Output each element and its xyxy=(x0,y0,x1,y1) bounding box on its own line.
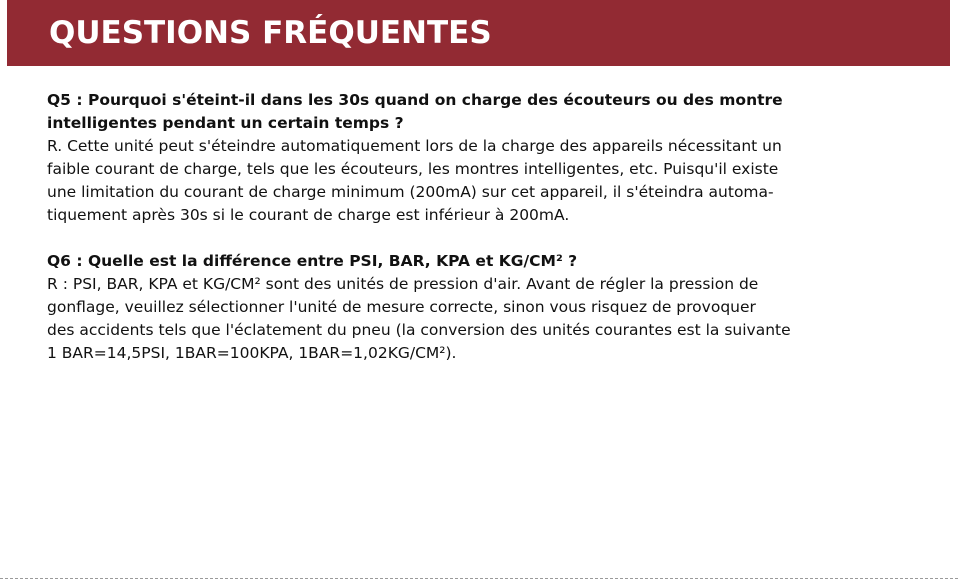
faq-answer-line: une limitation du courant de charge minimum (200mA) sur cet appareil, il s'éteindra automa- xyxy=(47,183,774,201)
bottom-divider xyxy=(0,578,958,579)
faq-question xyxy=(47,89,927,135)
faq-answer xyxy=(47,273,927,365)
faq-answer-line: tiquement après 30s si le courant de charge est inférieur à 200mA. xyxy=(47,206,570,224)
faq-item-q6 xyxy=(47,250,927,365)
faq-question-line: intelligentes pendant un certain temps ? xyxy=(47,114,404,132)
faq-answer-line: 1 BAR=14,5PSI, 1BAR=100KPA, 1BAR=1,02KG/CM²). xyxy=(47,344,457,362)
faq-answer xyxy=(47,135,927,227)
page-title: QUESTIONS FRÉQUENTES xyxy=(49,15,492,51)
faq-answer-line: des accidents tels que l'éclatement du pneu (la conversion des unités courantes est la suivante xyxy=(47,321,791,339)
faq-answer-line: R. Cette unité peut s'éteindre automatiquement lors de la charge des appareils nécessitant un xyxy=(47,137,782,155)
faq-answer-line: gonflage, veuillez sélectionner l'unité de mesure correcte, sinon vous risquez de provoquer xyxy=(47,298,756,316)
header-banner xyxy=(7,0,950,66)
faq-content xyxy=(47,89,927,365)
faq-question-line: Q6 : Quelle est la différence entre PSI, BAR, KPA et KG/CM² ? xyxy=(47,252,578,270)
faq-answer-line: R : PSI, BAR, KPA et KG/CM² sont des unités de pression d'air. Avant de régler la pression de xyxy=(47,275,759,293)
faq-question-line: Q5 : Pourquoi s'éteint-il dans les 30s quand on charge des écouteurs ou des montre xyxy=(47,91,783,109)
faq-question xyxy=(47,250,927,273)
faq-item-q5 xyxy=(47,89,927,227)
faq-answer-line: faible courant de charge, tels que les écouteurs, les montres intelligentes, etc. Puisqu'il existe xyxy=(47,160,779,178)
